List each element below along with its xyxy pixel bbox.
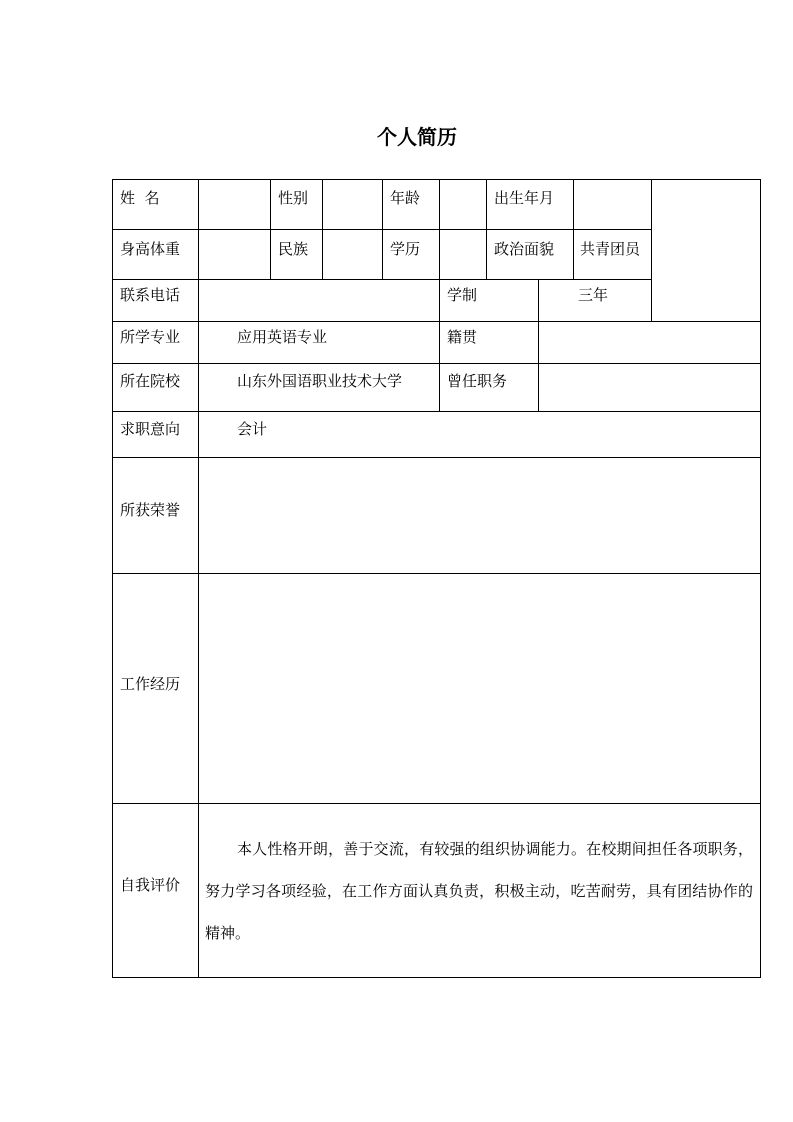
label-ethnicity: 民族 [278, 240, 309, 258]
table-line [573, 179, 574, 279]
table-line [270, 179, 271, 279]
self-evaluation-text: 本人性格开朗，善于交流，有较强的组织协调能力。在校期间担任各项职务，努力学习各项经验，在工作方面认真负责，积极主动，吃苦耐劳，具有团结协作的精神。 [205, 840, 753, 942]
label-height-weight: 身高体重 [120, 240, 181, 258]
label-age: 年龄 [390, 189, 421, 207]
label-work-experience: 工作经历 [120, 675, 181, 693]
table-line [198, 179, 199, 978]
label-gender: 性别 [278, 189, 309, 207]
table-line [112, 977, 761, 978]
label-school: 所在院校 [120, 372, 181, 390]
table-line [112, 321, 761, 322]
table-line [112, 179, 113, 978]
label-political-status: 政治面貌 [494, 240, 555, 258]
label-name: 姓 名 [120, 189, 160, 207]
table-line [112, 803, 761, 804]
label-major: 所学专业 [120, 328, 181, 346]
table-line [112, 457, 761, 458]
label-education: 学历 [390, 240, 421, 258]
table-line [112, 363, 761, 364]
table-line [486, 179, 487, 279]
table-line [112, 279, 652, 280]
table-line [112, 179, 761, 180]
label-study-length: 学制 [447, 286, 478, 304]
table-line [651, 179, 652, 322]
table-line [112, 411, 761, 412]
value-school: 山东外国语职业技术大学 [237, 372, 403, 390]
table-line [112, 573, 761, 574]
value-study-length: 三年 [578, 286, 609, 304]
label-job-intention: 求职意向 [120, 420, 181, 438]
table-line [760, 179, 761, 978]
label-phone: 联系电话 [120, 286, 181, 304]
label-native-place: 籍贯 [447, 328, 478, 346]
table-line [538, 279, 539, 412]
value-job-intention: 会计 [237, 420, 268, 438]
value-major: 应用英语专业 [237, 328, 328, 346]
value-political-status: 共青团员 [580, 240, 641, 258]
table-line [382, 179, 383, 279]
label-birth: 出生年月 [494, 189, 555, 207]
page-title: 个人简历 [377, 125, 457, 149]
label-honors: 所获荣誉 [120, 501, 181, 519]
table-line [322, 179, 323, 279]
label-former-position: 曾任职务 [447, 372, 508, 390]
label-self-evaluation: 自我评价 [120, 876, 181, 894]
table-line [439, 179, 440, 412]
